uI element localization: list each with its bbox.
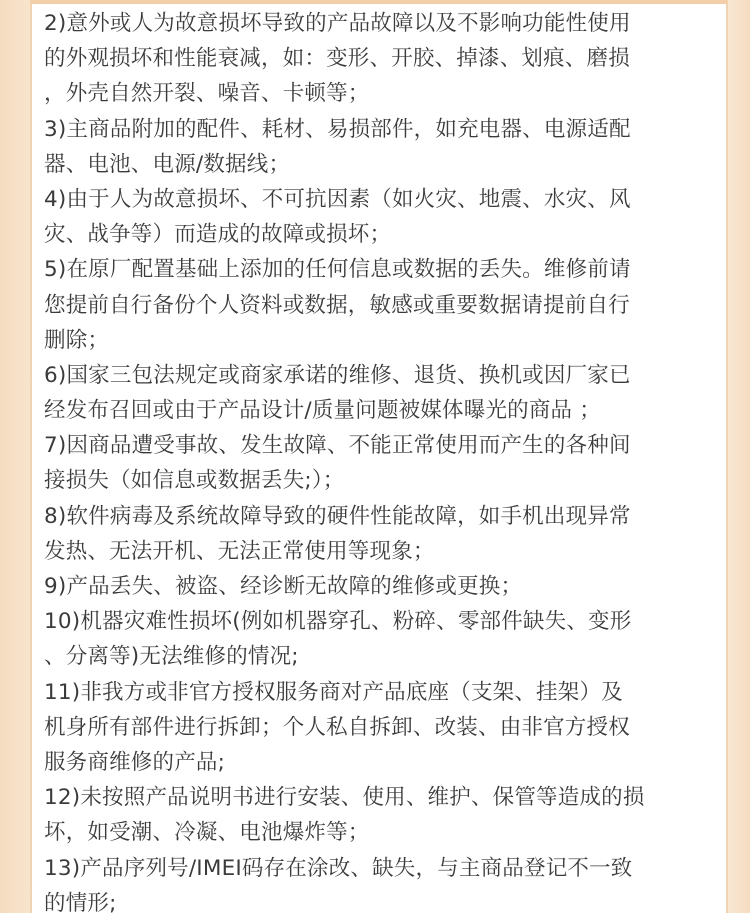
- text-line: 灾、战争等）而造成的故障或损坏；: [44, 222, 392, 248]
- text-line: 坏，如受潮、冷凝、电池爆炸等；: [44, 820, 370, 846]
- text-line: 机身所有部件进行拆卸；个人私自拆卸、改装、由非官方授权: [44, 714, 630, 740]
- text-line: 经发布召回或由于产品设计/质量问题被媒体曝光的商品 ；: [44, 398, 601, 424]
- text-line: 的情形;: [44, 890, 117, 913]
- exclusions-text: [44, 6, 714, 913]
- text-line: 6)国家三包法规定或商家承诺的维修、退货、换机或因厂家已: [44, 362, 631, 388]
- text-line: 2)意外或人为故意损坏导致的产品故障以及不影响功能性使用: [44, 11, 631, 36]
- text-line: 13)产品序列号/IMEI码存在涂改、缺失，与主商品登记不一致: [44, 855, 633, 881]
- text-line: 9)产品丢失、被盗、经诊断无故障的维修或更换；: [44, 574, 523, 599]
- text-line: 8)软件病毒及系统故障导致的硬件性能故障，如手机出现异常: [44, 503, 631, 529]
- text-line: 服务商维修的产品;: [44, 749, 226, 775]
- text-line: 3)主商品附加的配件、耗材、易损部件，如充电器、电源适配: [44, 116, 631, 142]
- text-line: 12)未按照产品说明书进行安装、使用、维护、保管等造成的损: [44, 785, 645, 811]
- text-line: 11)非我方或非官方授权服务商对产品底座（支架、挂架）及: [44, 679, 623, 705]
- text-line: 10)机器灾难性损坏(例如机器穿孔、粉碎、零部件缺失、变形: [44, 609, 632, 635]
- text-line: 4)由于人为故意损坏、不可抗因素（如火灾、地震、水灾、风: [44, 186, 631, 212]
- text-line: 您提前自行备份个人资料或数据，敏感或重要数据请提前自行: [44, 292, 630, 318]
- right-decorative-border: [728, 0, 750, 913]
- text-line: 的外观损坏和性能衰减，如：变形、开胶、掉漆、划痕、磨损: [44, 46, 630, 72]
- text-line: 7)因商品遭受事故、发生故障、不能正常使用而产生的各种间: [44, 433, 631, 459]
- top-decorative-edge: [30, 0, 728, 4]
- text-line: 、分离等)无法维修的情况;: [44, 644, 299, 670]
- text-line: 5)在原厂配置基础上添加的任何信息或数据的丢失。维修前请: [44, 257, 631, 283]
- text-line: 器、电池、电源/数据线；: [44, 151, 291, 177]
- text-line: ，外壳自然开裂、噪音、卡顿等；: [44, 81, 370, 107]
- text-line: 删除；: [44, 327, 110, 353]
- text-line: 发热、无法开机、无法正常使用等现象；: [44, 538, 435, 564]
- text-line: 接损失（如信息或数据丢失;）；: [44, 468, 345, 494]
- left-decorative-border: [0, 0, 30, 913]
